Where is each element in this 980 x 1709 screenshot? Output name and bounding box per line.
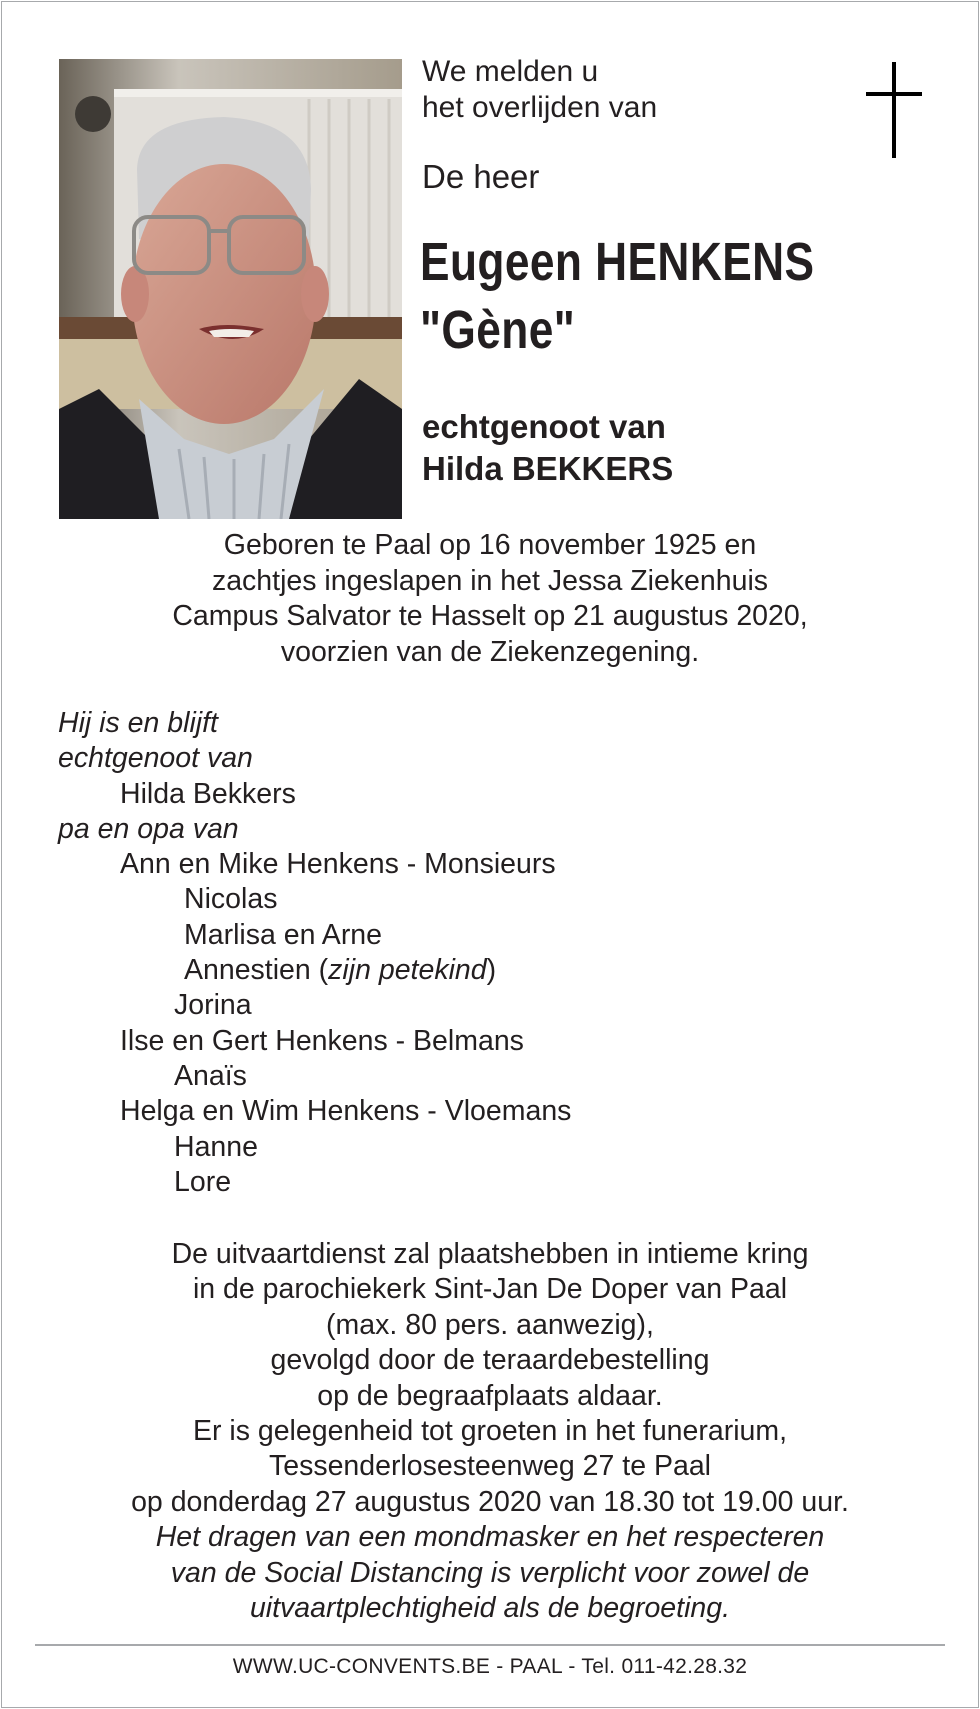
deceased-name-line-1: Eugeen HENKENS — [420, 232, 815, 292]
birth-death-line: Campus Salvator te Hasselt op 21 augustus 2020, — [172, 600, 808, 632]
announcement-intro — [422, 54, 657, 126]
grandchild-name: Annestien ( — [184, 954, 329, 987]
spouse-label: echtgenoot van — [422, 408, 666, 445]
intro-line-2: het overlijden van — [422, 91, 658, 124]
funeral-line: gevolgd door de teraardebestelling — [270, 1344, 710, 1377]
funeral-line: (max. 80 pers. aanwezig), — [326, 1308, 654, 1341]
funeral-line: op donderdag 27 augustus 2020 van 18.30 tot 19.00 uur. — [131, 1485, 849, 1518]
birth-death-text — [0, 528, 980, 670]
grandchild: Marlisa en Arne — [184, 918, 383, 951]
covid-notice-line: uitvaartplechtigheid als de begroeting. — [249, 1592, 731, 1625]
cross-icon — [866, 62, 922, 158]
funeral-line: op de begraafplaats aldaar. — [317, 1379, 663, 1412]
family-spouse-name: Hilda Bekkers — [120, 777, 296, 810]
grandchild: Jorina — [174, 989, 252, 1022]
grandchild: Hanne — [174, 1130, 258, 1163]
funeral-details — [0, 1237, 980, 1626]
covid-notice-line: Het dragen van een mondmasker en het respecteren — [155, 1521, 825, 1554]
birth-death-line: zachtjes ingeslapen in het Jessa Ziekenhuis — [211, 564, 769, 597]
funeral-line: Tessenderlosesteenweg 27 te Paal — [268, 1450, 712, 1483]
deceased-name — [420, 228, 814, 364]
footer-divider — [35, 1644, 945, 1646]
grandchild: Anaïs — [174, 1059, 247, 1092]
child-family: Helga en Wim Henkens - Vloemans — [120, 1095, 572, 1128]
child-family: Ann en Mike Henkens - Monsieurs — [120, 848, 556, 881]
spouse-name: Hilda BEKKERS — [422, 450, 674, 487]
family-children-label: pa en opa van — [58, 812, 239, 845]
funeral-line: Er is gelegenheid tot groeten in het funerarium, — [192, 1415, 788, 1448]
intro-line-1: We melden u — [422, 55, 599, 88]
honorific-title: De heer — [422, 158, 540, 195]
spouse-block — [422, 406, 673, 490]
family-spouse-label: echtgenoot van — [58, 742, 253, 775]
funeral-line: in de parochiekerk Sint-Jan De Doper van Paal — [192, 1273, 788, 1306]
birth-death-line: voorzien van de Ziekenzegening. — [280, 635, 700, 668]
portrait-photo — [59, 59, 402, 519]
grandchild: Nicolas — [184, 883, 278, 916]
godchild-note-close: ) — [486, 954, 497, 987]
child-family: Ilse en Gert Henkens - Belmans — [120, 1024, 524, 1057]
grandchild-godchild — [58, 953, 571, 988]
family-list — [58, 706, 571, 1200]
birth-death-line: Geboren te Paal op 16 november 1925 en — [223, 529, 757, 561]
grandchild: Lore — [174, 1165, 232, 1198]
footer-contact: WWW.UC-CONVENTS.BE - PAAL - Tel. 011-42.28.32 — [232, 1655, 748, 1678]
funeral-line: De uitvaartdienst zal plaatshebben in intieme kring — [171, 1238, 809, 1270]
godchild-note: zijn petekind — [328, 954, 487, 987]
family-intro: Hij is en blijft — [58, 707, 218, 739]
covid-notice-line: van de Social Distancing is verplicht voor zowel de — [170, 1556, 810, 1589]
deceased-nickname: "Gène" — [420, 300, 576, 360]
